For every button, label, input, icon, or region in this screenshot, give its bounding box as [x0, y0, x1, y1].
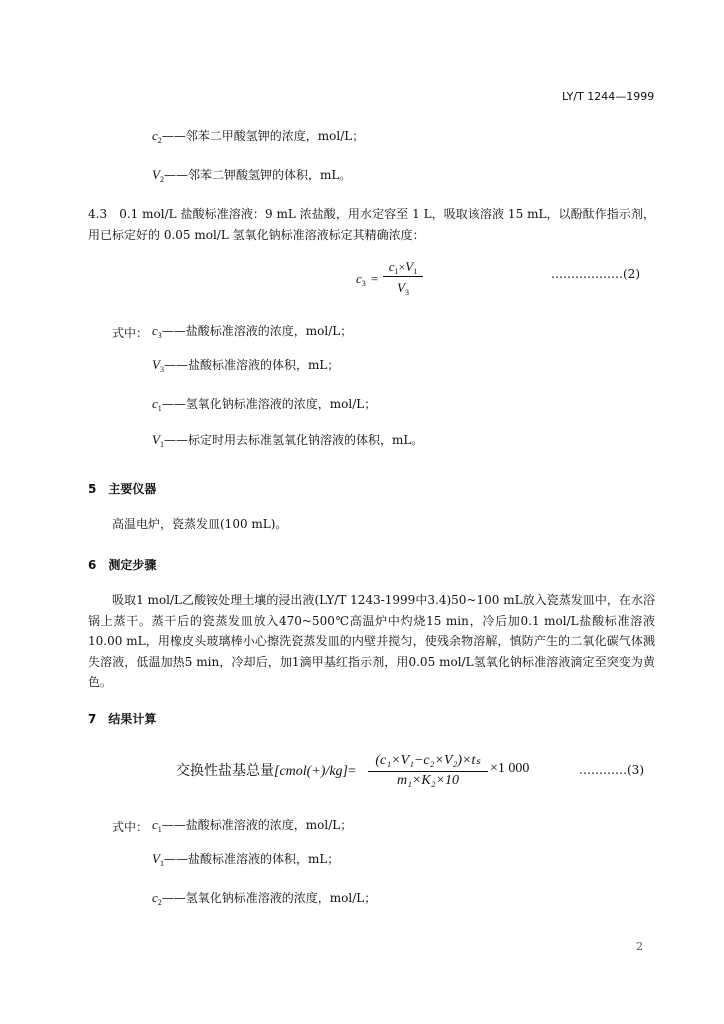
- definition-v3-hcl: [152, 356, 339, 374]
- formula-2-denominator: [383, 279, 423, 297]
- section-5-heading: 5 主要仪器: [88, 482, 157, 496]
- formula-3-fraction-bar: [368, 771, 488, 772]
- variable-subscript: 1: [159, 440, 164, 449]
- variable-symbol: V: [397, 280, 405, 295]
- variable-symbol: V: [152, 357, 160, 372]
- variable-subscript: 3: [404, 288, 409, 297]
- formula-3-number: …………(3): [579, 763, 644, 777]
- variable-symbol: c: [388, 259, 395, 274]
- definition-text: ——邻苯二甲酸氢钾的浓度，mol/L；: [161, 129, 365, 143]
- definition-c1-hcl: [152, 816, 352, 834]
- formula-2-lhs: [356, 268, 378, 288]
- equals-sign: =: [348, 764, 356, 779]
- definition-c2-naoh: [152, 889, 376, 907]
- formula-2-fraction-bar: [383, 276, 423, 277]
- formula-2-number: ………………(2): [551, 267, 640, 281]
- variable-symbol: c: [152, 817, 158, 832]
- equals-sign: =: [370, 271, 379, 286]
- definition-c2-hydrogen-phthalate: [152, 127, 364, 145]
- variable-symbol: V: [152, 167, 160, 182]
- formula-2-numerator: [383, 258, 423, 276]
- formula-3-factor: ×1 000: [490, 761, 530, 776]
- variable-symbol: V: [405, 259, 414, 274]
- definition-c3-hcl: [152, 322, 352, 340]
- variable-symbol: c: [152, 890, 158, 905]
- formula-3-numerator: (c₁×V₁−c₂×V₂)×tₛ: [375, 753, 481, 768]
- variable-symbol: c: [152, 396, 158, 411]
- variable-symbol: c: [356, 271, 362, 286]
- variable-symbol: V: [152, 432, 160, 447]
- definition-text: ——盐酸标准溶液的体积，mL；: [163, 852, 340, 866]
- section-5-body: 高温电炉，瓷蒸发皿(100 mL)。: [112, 517, 288, 531]
- where-label: 式中：: [112, 326, 149, 340]
- variable-subscript: 2: [157, 136, 162, 145]
- page-number: 2: [636, 940, 643, 953]
- times-sign: ×: [398, 260, 406, 274]
- section-7-heading: 7 结果计算: [88, 712, 157, 726]
- formula-3-lhs: [176, 760, 356, 780]
- variable-symbol: c: [152, 128, 158, 143]
- variable-subscript: 1: [157, 404, 162, 413]
- variable-subscript: 3: [159, 365, 164, 374]
- formula-3-unit: [cmol(+)/kg]: [274, 764, 348, 779]
- variable-subscript: 1: [157, 825, 162, 834]
- variable-subscript: 1: [394, 267, 399, 276]
- section-4-3-text: 4.3 0.1 mol/L 盐酸标准溶液：9 mL 浓盐酸，用水定容至 1 L，吸取该溶液 15 mL，以酚酞作指示剂，用已标定好的 0.05 mol/L 氢氧化钠标准溶液标定其精确浓度：: [88, 207, 655, 242]
- document-code: LY/T 1244—1999: [562, 90, 655, 103]
- variable-subscript: 1: [413, 267, 418, 276]
- variable-subscript: 2: [159, 175, 164, 184]
- section-6-heading: 6 测定步骤: [88, 558, 157, 572]
- definition-text: ——标定时用去标准氢氧化钠溶液的体积，mL。: [163, 433, 424, 447]
- definition-v2-hydrogen-phthalate: [152, 166, 351, 184]
- variable-symbol: c: [152, 323, 158, 338]
- section-6-body: 吸取1 mol/L乙酸铵处理土壤的浸出液(LY/T 1243-1999中3.4)50~100 mL放入瓷蒸发皿中，在水浴锅上蒸干。蒸干后的瓷蒸发皿放入470~500℃高温炉中灼烧15 min，冷后加0.1 mol/L盐酸标准溶液10.00 mL，用橡皮头玻璃棒小心擦洗瓷蒸发皿的内壁并搅匀，使残余物溶解，慎防产生的二氧化碳气体溅失溶液，低温加热5 min，冷却后，加1滴甲基红指示剂，用0.05 mol/L氢氧化钠标准溶液滴定至突变为黄色。: [88, 593, 655, 689]
- definition-text: ——氢氧化钠标准溶液的浓度，mol/L；: [161, 397, 377, 411]
- definition-text: ——盐酸标准溶液的浓度，mol/L；: [161, 324, 353, 338]
- definition-text: ——氢氧化钠标准溶液的浓度，mol/L；: [161, 891, 377, 905]
- definition-v1-naoh: [152, 431, 423, 449]
- variable-subscript: 1: [159, 859, 164, 868]
- definition-text: ——盐酸标准溶液的体积，mL；: [163, 358, 340, 372]
- variable-subscript: 3: [157, 331, 162, 340]
- formula-3-denominator: m₁×K₂×10: [396, 773, 460, 788]
- definition-v1-hcl: [152, 850, 339, 868]
- variable-symbol: V: [152, 851, 160, 866]
- definition-c1-naoh: [152, 395, 376, 413]
- variable-subscript: 2: [157, 898, 162, 907]
- where-label-2: 式中：: [112, 820, 149, 834]
- definition-text: ——邻苯二钾酸氢钾的体积，mL。: [163, 168, 352, 182]
- formula-3-label: 交换性盐基总量: [176, 763, 274, 779]
- variable-subscript: 3: [361, 279, 366, 288]
- definition-text: ——盐酸标准溶液的浓度，mol/L；: [161, 818, 353, 832]
